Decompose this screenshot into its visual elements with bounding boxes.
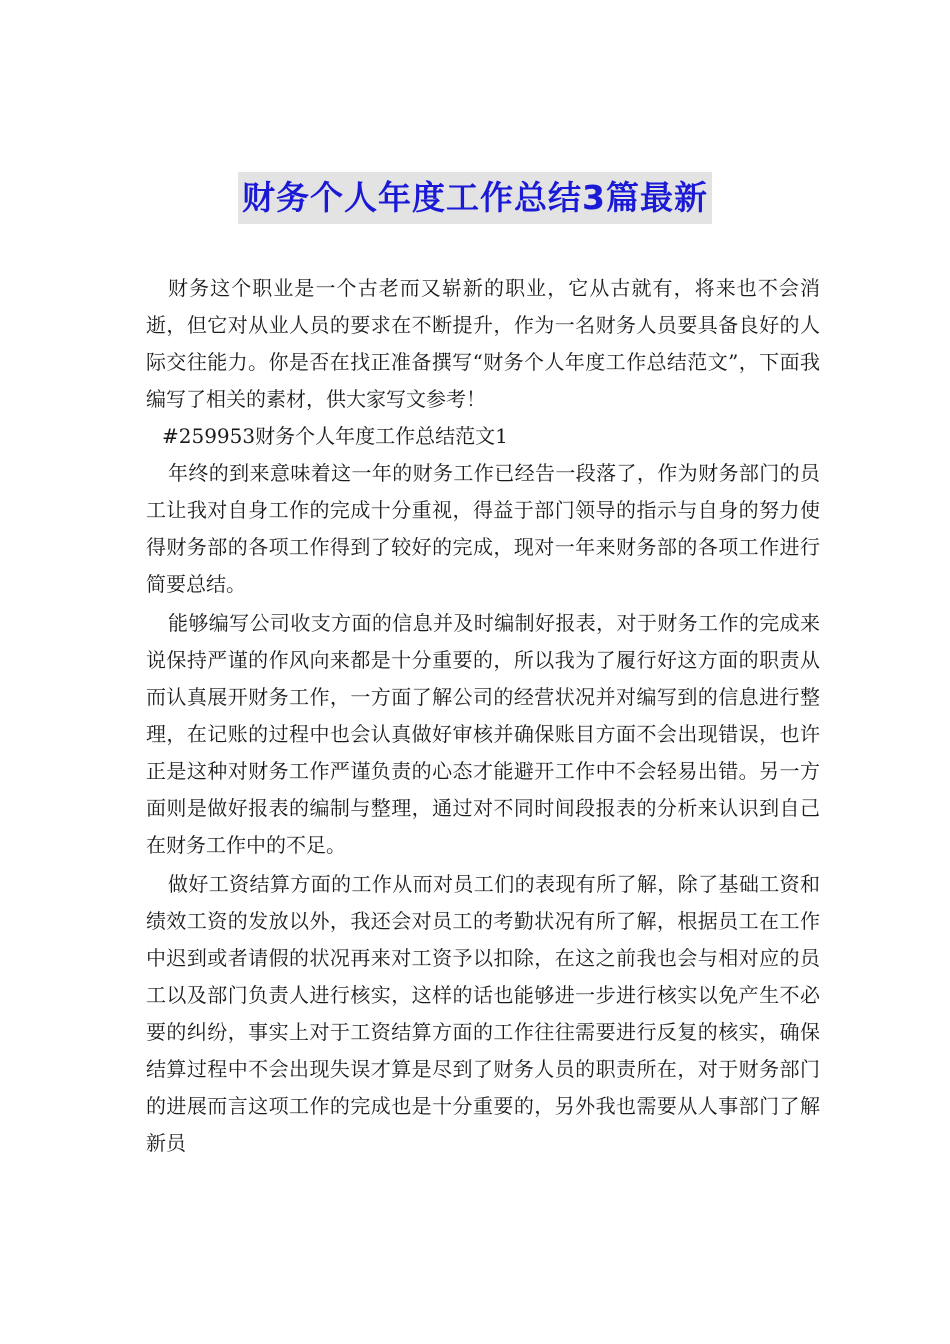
- document-body: [146, 270, 820, 1162]
- body-paragraph-3: 做好工资结算方面的工作从而对员工们的表现有所了解，除了基础工资和绩效工资的发放以外，我还会对员工的考勤状况有所了解，根据员工在工作中迟到或者请假的状况再来对工资予以扣除，在这之前我也会与相对应的员工以及部门负责人进行核实，这样的话也能够进一步进行核实以免产生不必要的纠纷，事实上对于工资结算方面的工作往往需要进行反复的核实，确保结算过程中不会出现失误才算是尽到了财务人员的职责所在，对于财务部门的进展而言这项工作的完成也是十分重要的，另外我也需要从人事部门了解新员: [146, 872, 820, 1155]
- section-heading: #259953财务个人年度工作总结范文1: [162, 424, 508, 448]
- body-paragraph-1: 年终的到来意味着这一年的财务工作已经告一段落了，作为财务部门的员工让我对自身工作的完成十分重视，得益于部门领导的指示与自身的努力使得财务部的各项工作得到了较好的完成，现对一年来财务部的各项工作进行简要总结。: [146, 461, 820, 596]
- intro-paragraph: 财务这个职业是一个古老而又崭新的职业，它从古就有，将来也不会消逝，但它对从业人员的要求在不断提升，作为一名财务人员要具备良好的人际交往能力。你是否在找正准备撰写“财务个人年度工作总结范文”，下面我编写了相关的素材，供大家写文参考！: [146, 276, 820, 411]
- document-title-wrap: [0, 172, 950, 224]
- body-paragraph-2: 能够编写公司收支方面的信息并及时编制好报表，对于财务工作的完成来说保持严谨的作风向来都是十分重要的，所以我为了履行好这方面的职责从而认真展开财务工作，一方面了解公司的经营状况并对编写到的信息进行整理，在记账的过程中也会认真做好审核并确保账目方面不会出现错误，也许正是这种对财务工作严谨负责的心态才能避开工作中不会轻易出错。另一方面则是做好报表的编制与整理，通过对不同时间段报表的分析来认识到自己在财务工作中的不足。: [146, 611, 820, 857]
- document-title: 财务个人年度工作总结3篇最新: [238, 172, 712, 224]
